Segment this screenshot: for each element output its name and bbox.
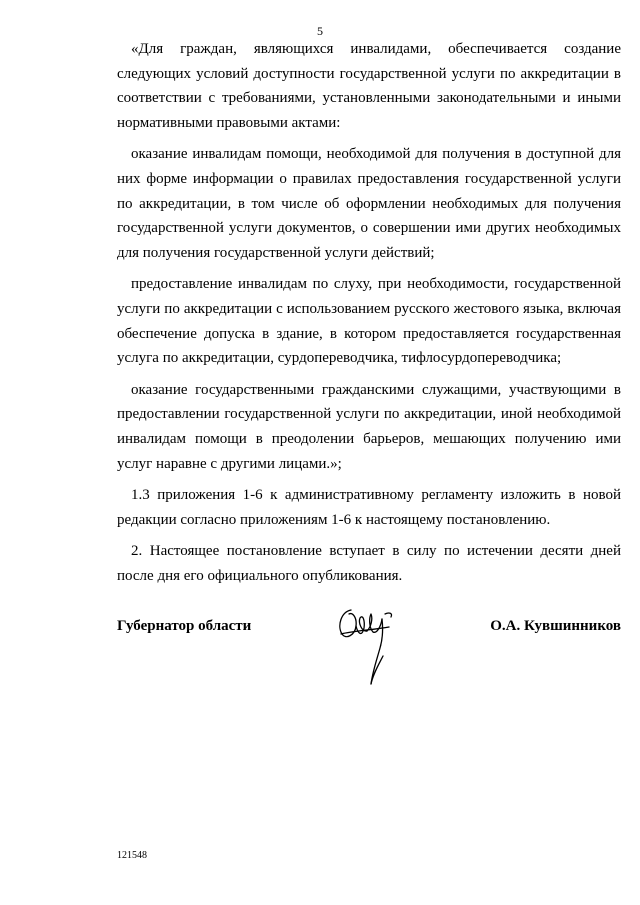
paragraph-appendices-amendment: 1.3 приложения 1-6 к административному регламенту изложить в новой редакции согласно приложениям 1-6 к настоящему постановлению. xyxy=(117,487,621,528)
paragraph-sign-language-services: предоставление инвалидам по слуху, при необходимости, государственной услуги по аккредитации с использованием русского жестового языка, включая обеспечение допуска в здание, в котором предоставляется государственная услуга по аккредитации, сурдопереводчика, тифлосурдопереводчика; xyxy=(117,276,621,367)
page-number: 5 xyxy=(317,24,323,38)
paragraph-civil-servant-assistance: оказание государственными гражданскими служащими, участвующими в предоставлении государственной услуги по аккредитации, иной необходимой инвалидам помощи в преодолении барьеров, мешающих получению ими услуг наравне с другими лицами.»; xyxy=(117,381,621,472)
paragraph-information-assistance: оказание инвалидам помощи, необходимой для получения в доступной для них форме информации о правилах предоставления государственной услуги по аккредитации, в том числе об оформлении необходимых для получения государственной услуги документов, о совершении ими других необходимых для получения государственной услуги действий; xyxy=(117,146,621,261)
document-code: 121548 xyxy=(117,850,147,861)
document-body xyxy=(117,37,621,588)
signatory-position: Губернатор области xyxy=(117,618,252,634)
paragraph-disability-conditions-intro: «Для граждан, являющихся инвалидами, обеспечивается создание следующих условий доступности государственной услуги по аккредитации в соответствии с требованиями, установленными законодательными и иными нормативными правовыми актами: xyxy=(117,41,621,131)
signatory-name: О.А. Кувшинников xyxy=(490,618,621,634)
handwritten-signature xyxy=(333,604,407,688)
paragraph-entry-into-force: 2. Настоящее постановление вступает в силу по истечении десяти дней после дня его официального опубликования. xyxy=(117,543,621,584)
